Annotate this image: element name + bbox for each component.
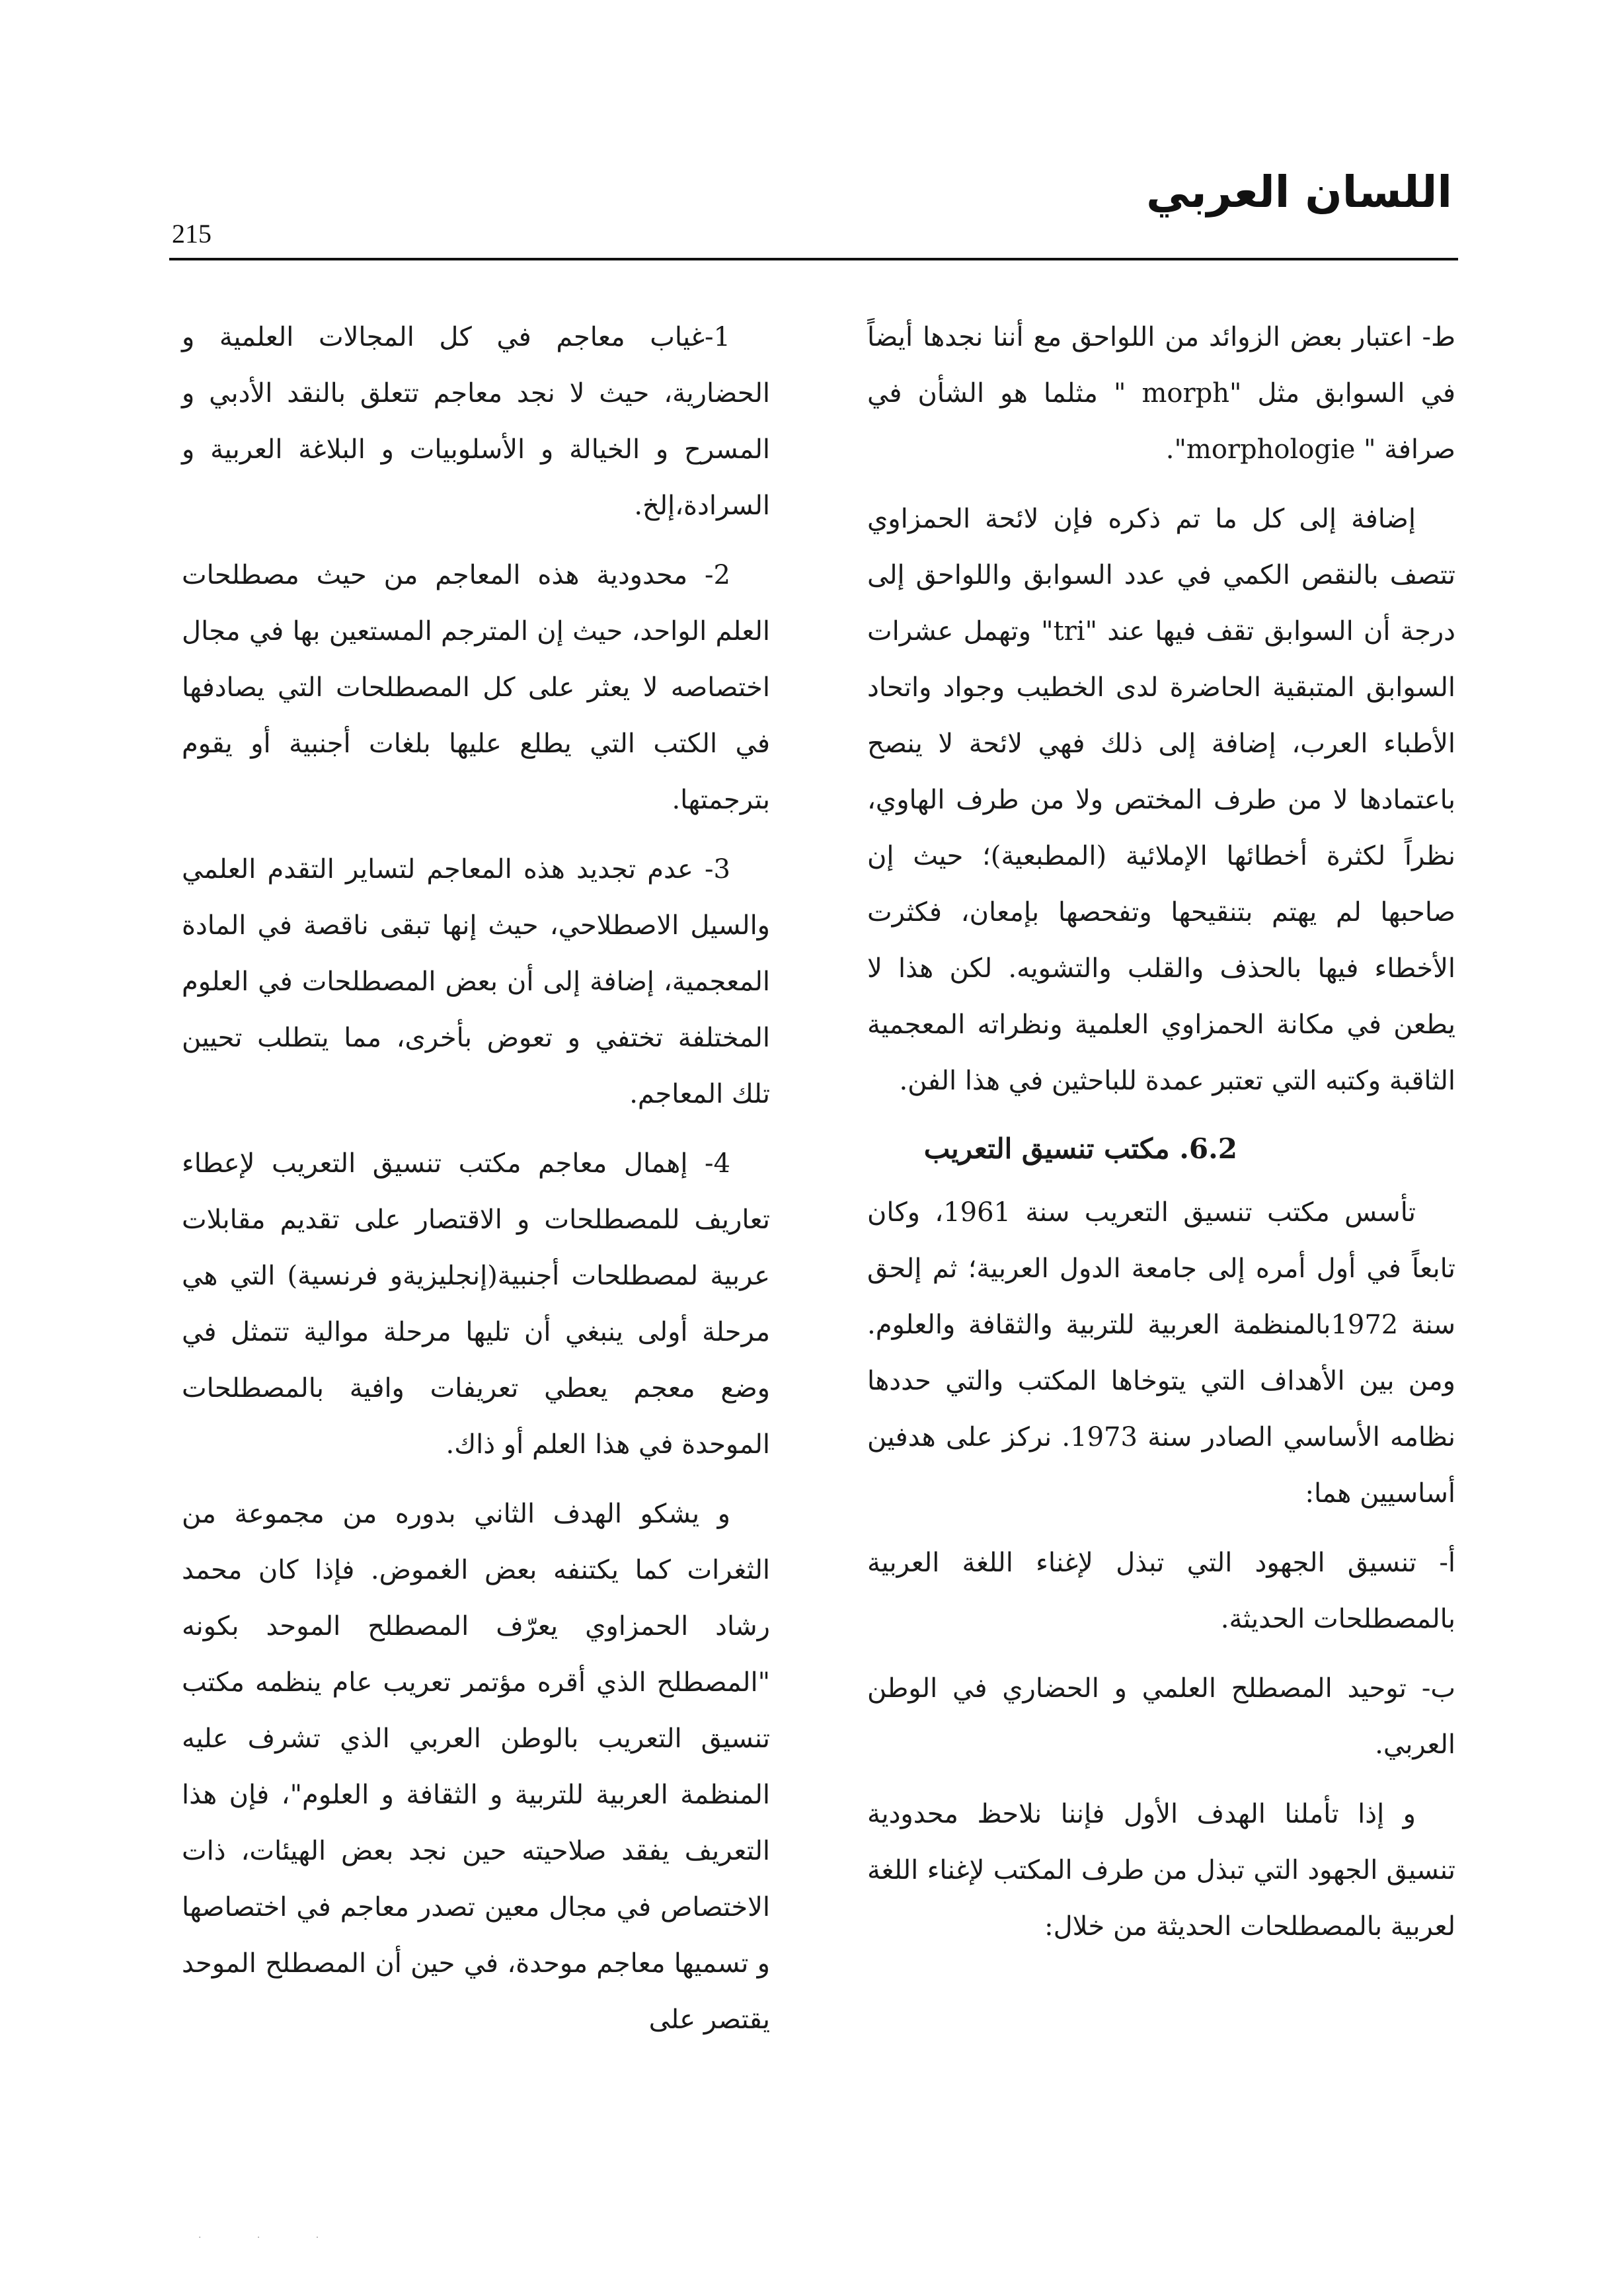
paragraph: ب- توحيد المصطلح العلمي و الحضاري في الوطن العربي.: [867, 1673, 1455, 1760]
paragraph: 4- إهمال معاجم مكتب تنسيق التعريب لإعطاء تعاريف للمصطلحات و الاقتصار على تقديم مقابلات عربية لمصطلحات أجنبية(إنجليزيةو فرنسية) التي هي مرحلة أولى ينبغي أن تليها مرحلة موالية تتمثل في وضع معجم يعطي تعريفات وافية بالمصطلحات الموحدة في هذا العلم أو ذاك.: [182, 1148, 770, 1460]
journal-logo: اللسان العربي: [1146, 167, 1452, 218]
page-number: 215: [172, 219, 212, 249]
paragraph: إضافة إلى كل ما تم ذكره فإن لائحة الحمزاوي تتصف بالنقص الكمي في عدد السوابق واللواحق إلى درجة أن السوابق تقف فيها عند "tri" وتهمل عشرات السوابق المتبقية الحاضرة لدى الخطيب وجواد واتحاد الأطباء العرب، إضافة إلى ذلك فهي لائحة لا ينصح باعتمادها لا من طرف المختص ولا من طرف الهاوي، نظراً لكثرة أخطائها الإملائية (المطبعية)؛ حيث إن صاحبها لم يهتم بتنقيحها وتفحصها بإمعان، فكثرت الأخطاء فيها بالحذف والقلب والتشويه. لكن هذا لا يطعن في مكانة الحمزاوي العلمية ونظراته المعجمية الثاقبة وكتبه التي تعتبر عمدة للباحثين في هذا الفن.: [867, 504, 1455, 1096]
paragraph: 2- محدودية هذه المعاجم من حيث مصطلحات العلم الواحد، حيث إن المترجم المستعين بها في مجال اختصاصه لا يعثر على كل المصطلحات التي يصادفها في الكتب التي يطلع عليها بلغات أجنبية أو يقوم بترجمتها.: [182, 560, 770, 815]
left-column: [182, 309, 770, 2061]
section-heading: 6.2. مكتب تنسيق التعريب: [923, 1132, 1237, 1165]
paragraph: أ- تنسيق الجهود التي تبذل لإغناء اللغة العربية بالمصطلحات الحديثة.: [867, 1548, 1455, 1634]
paragraph: و يشكو الهدف الثاني بدوره من مجموعة من الثغرات كما يكتنفه بعض الغموض. فإذا كان محمد رشاد الحمزاوي يعرّف المصطلح الموحد بكونه "المصطلح الذي أقره مؤتمر تعريب عام ينظمه مكتب تنسيق التعريب بالوطن العربي الذي تشرف عليه المنظمة العربية للتربية و الثقافة و العلوم"، فإن هذا التعريف يفقد صلاحيته حين نجد بعض الهيئات، ذات الاختصاص في مجال معين تصدر معاجم في اختصاصها و تسميها معاجم موحدة، في حين أن المصطلح الموحد يقتصر على: [182, 1499, 770, 2035]
right-column: [867, 309, 1455, 1968]
paragraph: ط- اعتبار بعض الزوائد من اللواحق مع أننا نجدها أيضاً في السوابق مثل "morph " مثلما هو الشأن في صرافة " morphologie".: [867, 322, 1455, 465]
paragraph: و إذا تأملنا الهدف الأول فإننا نلاحظ محدودية تنسيق الجهود التي تبذل من طرف المكتب لإغناء اللغة لعربية بالمصطلحات الحديثة من خلال:: [867, 1799, 1455, 1942]
header-divider: [169, 258, 1458, 260]
paragraph: تأسس مكتب تنسيق التعريب سنة 1961، وكان تابعاً في أول أمره إلى جامعة الدول العربية؛ ثم إلحق سنة 1972بالمنظمة العربية للتربية والثقافة والعلوم. ومن بين الأهداف التي يتوخاها المكتب والتي حددها نظامه الأساسي الصادر سنة 1973. نركز على هدفين أساسيين هما:: [867, 1197, 1455, 1509]
paragraph: 1-غياب معاجم في كل المجالات العلمية و الحضارية، حيث لا نجد معاجم تتعلق بالنقد الأدبي و المسرح و الخيالة و الأسلوبيات و البلاغة العربية و السرادة،إلخ.: [182, 322, 770, 521]
scan-specks: · · ·: [198, 2233, 346, 2243]
paragraph: 3- عدم تجديد هذه المعاجم لتساير التقدم العلمي والسيل الاصطلاحي، حيث إنها تبقى ناقصة في المادة المعجمية، إضافة إلى أن بعض المصطلحات في العلوم المختلفة تختفي و تعوض بأخرى، مما يتطلب تحيين تلك المعاجم.: [182, 854, 770, 1109]
